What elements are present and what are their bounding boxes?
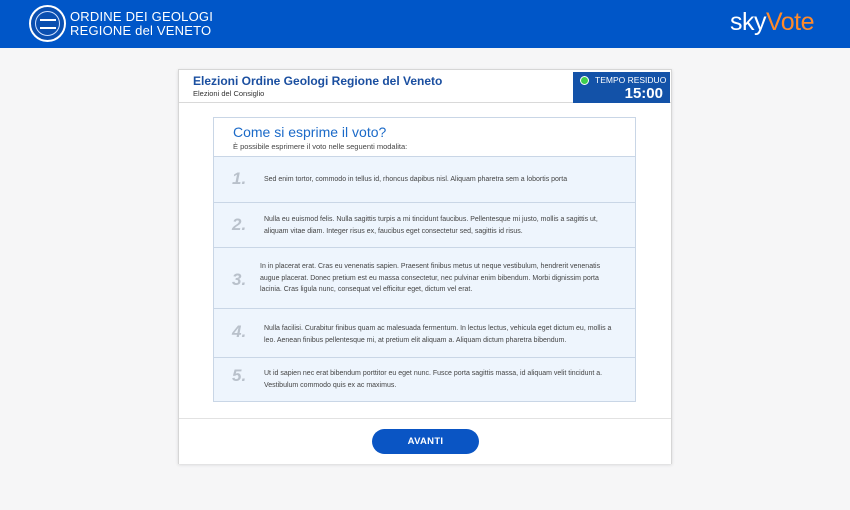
instruction-number: 5. bbox=[232, 366, 247, 385]
timer-label: TEMPO RESIDUO bbox=[595, 75, 667, 85]
instruction-item bbox=[214, 248, 635, 309]
top-bar bbox=[0, 0, 850, 48]
election-subtitle: Elezioni del Consiglio bbox=[193, 89, 265, 98]
instruction-number: 2. bbox=[232, 215, 247, 234]
org-name-line1: ORDINE DEI GEOLOGI bbox=[70, 9, 214, 24]
instructions-subtitle: È possibile esprimere il voto nelle seguenti modalita: bbox=[233, 142, 408, 151]
voting-card bbox=[178, 69, 672, 464]
instruction-text: Nulla facilisi. Curabitur finibus quam ac malesuada fermentum. In lectus lectus, vehicula eget dictum eu, mollis a leo. Aenean finibus pellentesque mi, at pretium elit aliquam a. Aliquam dictum pharetra bibendum. bbox=[264, 325, 612, 344]
org-name-line2: REGIONE del VENETO bbox=[70, 23, 212, 38]
brand-sky-text: sky bbox=[729, 8, 766, 36]
instruction-text: In in placerat erat. Cras eu venenatis sapien. Praesent finibus metus ut neque vestibulum, hendrerit venenatis augue placerat. Donec pretium est eu massa consectetur, nec pulvinar enim bibendum. Morbi dignissim porta lacinia. Cras ligula nunc, consequat vel efficitur eget, dictum vel erat. bbox=[260, 263, 601, 293]
election-header bbox=[179, 70, 671, 103]
brand-vote-text: Vote bbox=[765, 8, 814, 36]
instruction-item bbox=[214, 309, 635, 358]
instruction-item bbox=[214, 358, 635, 401]
next-button[interactable]: AVANTI bbox=[372, 429, 479, 454]
timer-value: 15:00 bbox=[624, 85, 663, 102]
election-title: Elezioni Ordine Geologi Regione del Veneto bbox=[193, 74, 443, 88]
instruction-text: Ut id sapien nec erat bibendum porttitor eu eget nunc. Fusce porta sagittis massa, id aliquam velit tincidunt a. Vestibulum commodo quis ex ac maximus. bbox=[264, 370, 603, 389]
skyvote-logo bbox=[730, 8, 814, 37]
instructions-title: Come si esprime il voto? bbox=[233, 124, 387, 140]
instruction-item bbox=[214, 203, 635, 248]
instruction-number: 3. bbox=[232, 270, 247, 289]
status-dot-icon bbox=[580, 76, 589, 85]
instruction-text: Nulla eu euismod felis. Nulla sagittis turpis a mi tincidunt faucibus. Pellentesque mi justo, mollis a sagittis ut, aliquam vitae diam. Integer risus ex, faucibus eget consectetur sed, sagittis id risus. bbox=[264, 216, 598, 235]
instruction-number: 4. bbox=[232, 322, 247, 341]
instruction-text: Sed enim tortor, commodo in tellus id, rhoncus dapibus nisl. Aliquam pharetra sem a lobortis porta bbox=[264, 176, 568, 183]
card-footer bbox=[179, 418, 671, 464]
instruction-number: 1. bbox=[232, 169, 247, 188]
voting-instructions bbox=[213, 117, 636, 402]
remaining-time-box bbox=[573, 72, 670, 103]
instructions-header bbox=[214, 118, 635, 157]
instruction-item bbox=[214, 157, 635, 203]
geologists-seal-logo bbox=[29, 5, 66, 42]
